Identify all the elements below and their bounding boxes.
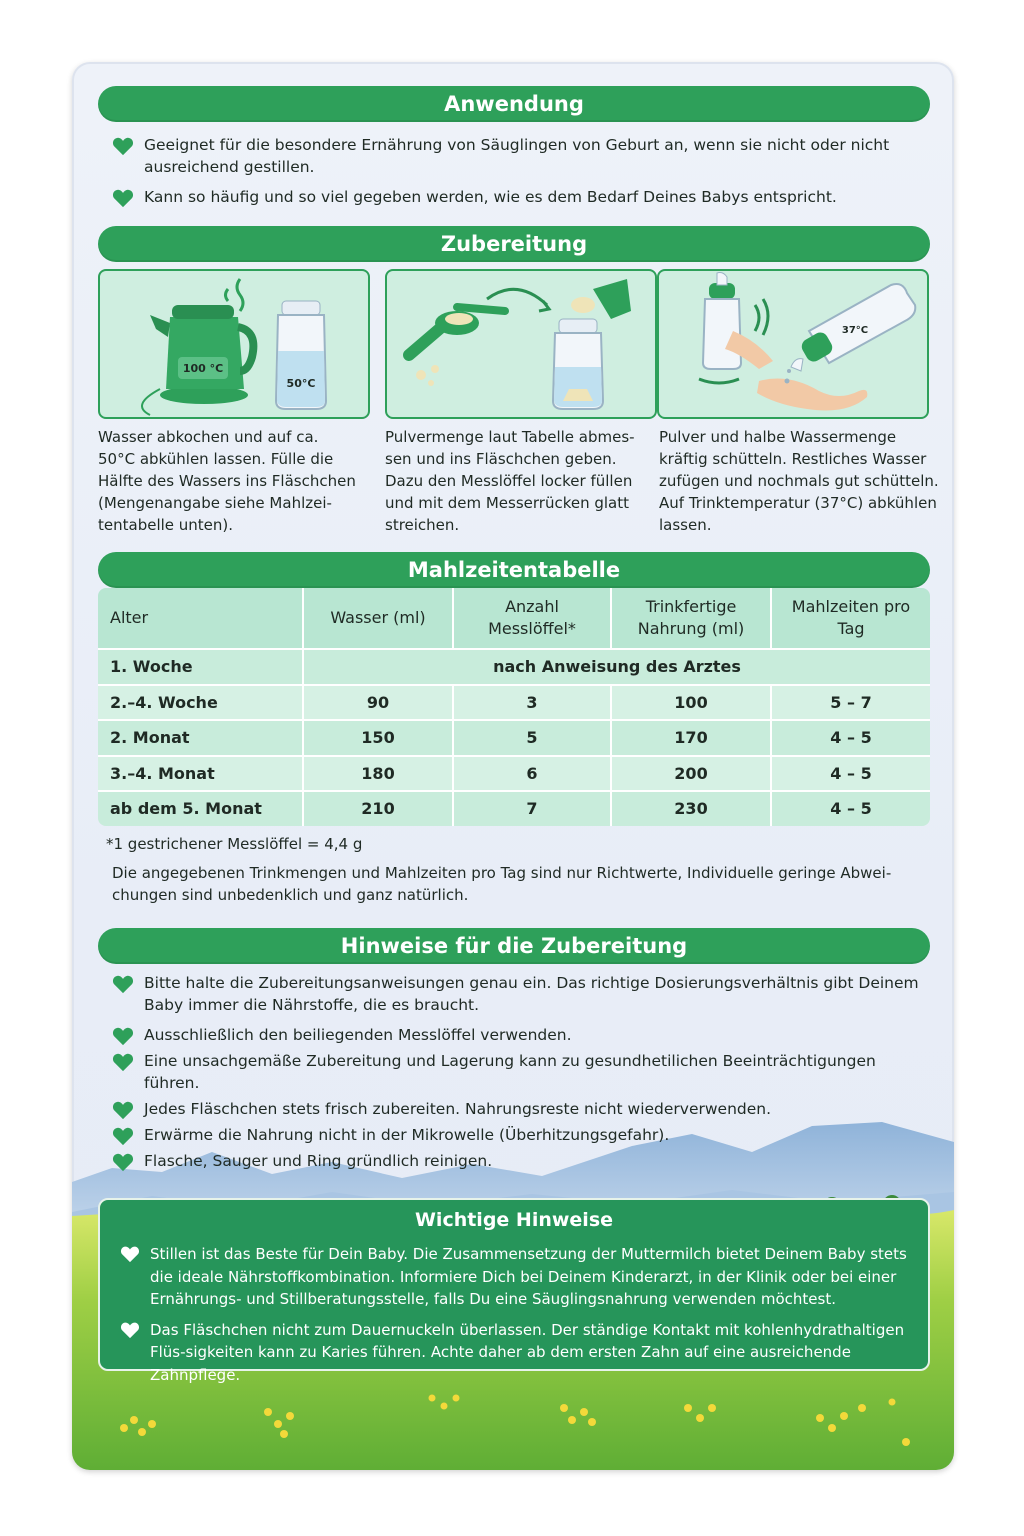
section-title-zubereitung: Zubereitung (98, 226, 930, 262)
section-title-hinweise: Hinweise für die Zubereitung (98, 928, 930, 964)
important-notice-box (98, 1198, 930, 1384)
heart-icon (112, 1152, 134, 1172)
list-item-text: Flasche, Sauger und Ring gründlich reinigen. (144, 1152, 493, 1170)
list-item (112, 1150, 922, 1172)
table-remark: Die angegebenen Trinkmengen und Mahlzeiten pro Tag sind nur Richtwerte, Individuelle geringe Abwei-chungen sind unbedenklich und ganz natürlich. (112, 864, 892, 904)
table-cell: 150 (304, 719, 454, 755)
list-item (112, 134, 922, 178)
table-row (98, 648, 930, 684)
temperature-label: 37°C (841, 325, 869, 336)
table-cell: 6 (454, 755, 612, 791)
table-cell: nach Anweisung des Arztes (304, 648, 930, 684)
list-item-text: Stillen ist das Beste für Dein Baby. Die Zusammensetzung der Muttermilch bietet Deinem Baby stets die ideale Nährstoffkombination. Informiere Dich bei Deinem Kinderarzt, in der Klinik oder bei einer Ernährungs- und Stillberatungsstelle, falls Du eine Säuglingsnahrung verwenden möchtest. (150, 1245, 907, 1308)
table-cell: 210 (304, 790, 454, 826)
column-header: Trinkfertige Nahrung (ml) (612, 588, 772, 648)
instruction-card (72, 62, 954, 1470)
list-item (112, 1024, 922, 1046)
step-3-illustration (657, 269, 929, 419)
table-cell: 1. Woche (98, 648, 304, 684)
step-2-text: Pulvermenge laut Tabelle abmes-sen und ins Fläschchen geben. Dazu den Messlöffel locker füllen und mit dem Messerrücken glatt streichen. (385, 428, 635, 534)
table-row (98, 719, 930, 755)
list-item-text: Das Fläschchen nicht zum Dauernuckeln überlassen. Der ständige Kontakt mit kohlenhydrathaltigen Flüs-sigkeiten kann zu Karies führen. Achte daher ab dem ersten Zahn auf eine ausreichende Zahnpflege. (150, 1320, 905, 1384)
table-cell: 170 (612, 719, 772, 755)
list-item-text: Jedes Fläschchen stets frisch zubereiten. Nahrungsreste nicht wiederverwenden. (144, 1100, 772, 1118)
list-item-text: Kann so häufig und so viel gegeben werden, wie es dem Bedarf Deines Babys entspricht. (144, 188, 837, 206)
table-row (98, 790, 930, 826)
table-footnote: *1 gestrichener Messlöffel = 4,4 g (106, 835, 363, 853)
step-1-text: Wasser abkochen und auf ca. 50°C abkühlen lassen. Fülle die Hälfte des Wassers ins Fläschchen (Mengenangabe siehe Mahlzei-tentabelle unten). (98, 428, 356, 534)
list-item (112, 1050, 922, 1094)
table-cell: 4 – 5 (772, 790, 930, 826)
heart-icon (112, 1126, 134, 1146)
column-header: Anzahl Messlöffel* (454, 588, 612, 648)
list-item-text: Ausschließlich den beiliegenden Messlöffel verwenden. (144, 1026, 572, 1044)
table-cell: 4 – 5 (772, 719, 930, 755)
important-notice-list (120, 1243, 912, 1394)
meal-table (98, 588, 930, 826)
table-cell: 100 (612, 684, 772, 720)
column-header: Mahlzeiten pro Tag (772, 588, 930, 648)
hinweise-list (112, 972, 922, 1180)
table-cell: 180 (304, 755, 454, 791)
table-cell: 230 (612, 790, 772, 826)
section-title-anwendung: Anwendung (98, 86, 930, 122)
kettle-icon (100, 271, 368, 417)
table-cell: 2.–4. Woche (98, 684, 304, 720)
step-1-illustration (98, 269, 370, 419)
table-row (98, 755, 930, 791)
shake-icon (659, 271, 927, 417)
table-cell: ab dem 5. Monat (98, 790, 304, 826)
table-cell: 200 (612, 755, 772, 791)
step-3-text: Pulver und halbe Wassermenge kräftig schütteln. Restliches Wasser zufügen und nochmals gut schütteln. Auf Trinktemperatur (37°C) abkühlen lassen. (659, 428, 939, 534)
list-item (120, 1319, 912, 1387)
heart-icon (112, 1052, 134, 1072)
table-cell: 7 (454, 790, 612, 826)
table-cell: 5 – 7 (772, 684, 930, 720)
table-cell: 4 – 5 (772, 755, 930, 791)
heart-icon (120, 1321, 140, 1339)
list-item-text: Geeignet für die besondere Ernährung von Säuglingen von Geburt an, wenn sie nicht oder nicht ausreichend gestillen. (144, 136, 890, 176)
heart-icon (120, 1245, 140, 1263)
list-item-text: Erwärme die Nahrung nicht in der Mikrowelle (Überhitzungsgefahr). (144, 1126, 670, 1144)
important-notice-title: Wichtige Hinweise (414, 1209, 614, 1231)
table-cell: 90 (304, 684, 454, 720)
heart-icon (112, 188, 134, 208)
column-header: Wasser (ml) (304, 588, 454, 648)
section-title-mahlzeiten: Mahlzeitentabelle (98, 552, 930, 588)
list-item (120, 1243, 912, 1311)
table-cell: 5 (454, 719, 612, 755)
list-item (112, 1098, 922, 1120)
heart-icon (112, 974, 134, 994)
column-header: Alter (98, 588, 304, 648)
list-item (112, 972, 922, 1016)
table-header-row (98, 588, 930, 648)
heart-icon (112, 136, 134, 156)
scoop-icon (387, 271, 655, 417)
list-item (112, 1124, 922, 1146)
table-cell: 3 (454, 684, 612, 720)
table-row (98, 684, 930, 720)
temperature-label: 100 °C (182, 362, 224, 375)
list-item (112, 186, 922, 208)
table-cell: 3.–4. Monat (98, 755, 304, 791)
step-2-illustration (385, 269, 657, 419)
temperature-label: 50°C (286, 377, 316, 390)
list-item-text: Eine unsachgemäße Zubereitung und Lagerung kann zu gesundhetilichen Beeinträchtigungen führen. (144, 1052, 876, 1092)
list-item-text: Bitte halte die Zubereitungsanweisungen genau ein. Das richtige Dosierungsverhältnis gibt Deinem Baby immer die Nährstoffe, die es braucht. (144, 974, 919, 1014)
table-cell: 2. Monat (98, 719, 304, 755)
heart-icon (112, 1100, 134, 1120)
anwendung-list (112, 134, 922, 216)
heart-icon (112, 1026, 134, 1046)
